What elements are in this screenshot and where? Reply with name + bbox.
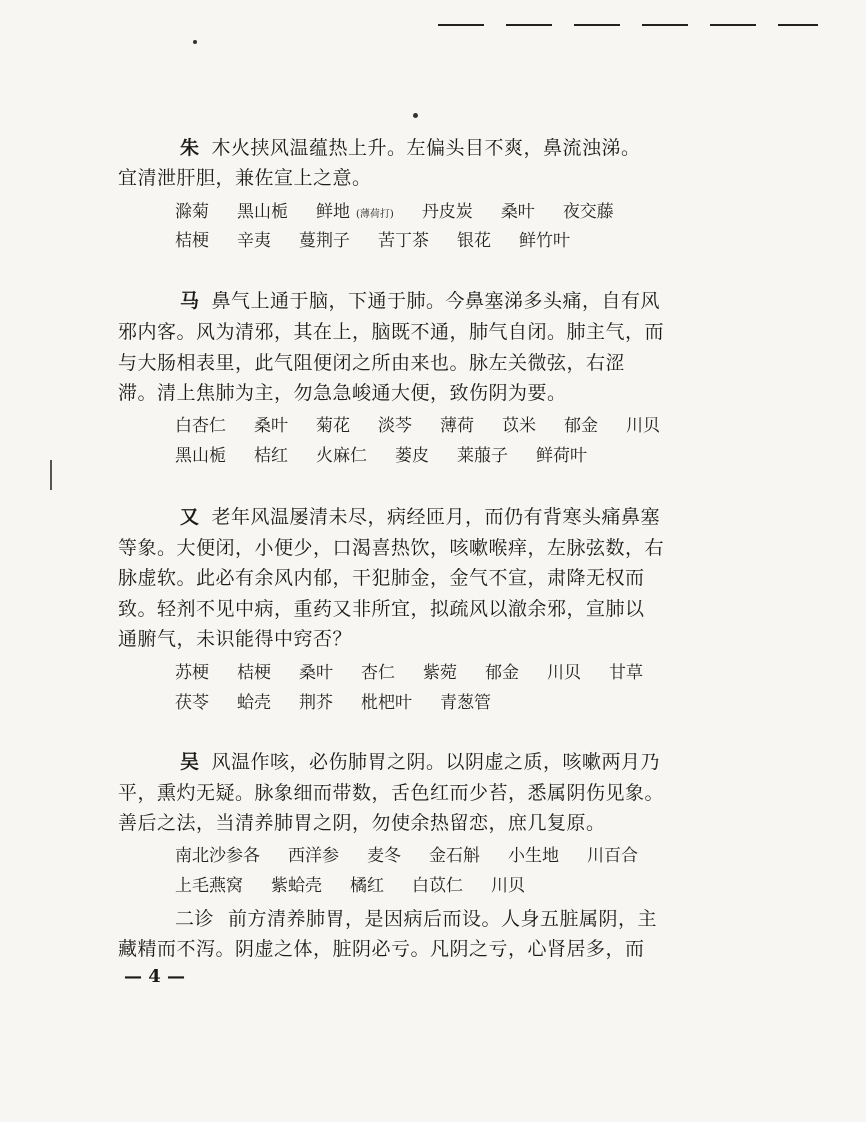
herb: 苡米 <box>502 416 536 436</box>
herb: 枇杷叶 <box>361 693 412 713</box>
herb: 郁金 <box>485 663 519 683</box>
herb-list <box>175 201 642 226</box>
case-line: 脉虚软。此必有余风内郁，干犯肺金，金气不宣，肃降无权而 <box>118 567 645 589</box>
case-line: 朱 木火挟风温蕴热上升。左偏头目不爽，鼻流浊涕。 <box>180 137 641 159</box>
case-line: 二诊 前方清养肺胃，是因病后而设。人身五脏属阴，主 <box>175 908 658 930</box>
herb: 荆芥 <box>299 693 333 713</box>
herb: 蛤壳 <box>237 693 271 713</box>
herb: 茯苓 <box>175 693 209 713</box>
herb: 桔红 <box>254 446 288 466</box>
case-line: 吴 风温作咳，必伤肺胃之阴。以阴虚之质，咳嗽两月乃 <box>180 751 661 773</box>
herb: 滁菊 <box>175 202 209 222</box>
header-rule <box>642 24 688 26</box>
herb: 鲜地 <box>316 202 350 222</box>
herb: 南北沙参各 <box>175 846 260 866</box>
herb: 紫蛤壳 <box>271 876 322 896</box>
case-line: 宜清泄肝胆，兼佐宣上之意。 <box>118 167 372 189</box>
herb-list <box>175 415 688 437</box>
herb: 火麻仁 <box>316 446 367 466</box>
herb-list <box>175 845 666 867</box>
case-line: 与大肠相表里，此气阻便闭之所由来也。脉左关微弦，右涩 <box>118 352 626 374</box>
herb: 鲜竹叶 <box>519 231 570 251</box>
herb: 桔梗 <box>237 663 271 683</box>
case-line: 致。轻剂不见中病，重药又非所宜，拟疏风以澈余邪，宣肺以 <box>118 598 645 620</box>
case-line: 又 老年风温屡清未尽，病经匝月，而仍有背寒头痛鼻塞 <box>180 506 661 528</box>
herb: 金石斛 <box>429 846 480 866</box>
header-rule <box>438 24 484 26</box>
herb: 苏梗 <box>175 663 209 683</box>
visit-label: 二诊 <box>175 908 215 930</box>
case-line: 平，熏灼无疑。脉象细而带数，舌色红而少苔，悉属阴伤见象。 <box>118 782 665 804</box>
herb: 鲜荷叶 <box>536 446 587 466</box>
herb: 桑叶 <box>254 416 288 436</box>
herb: 桔梗 <box>175 231 209 251</box>
herb: 薄荷 <box>440 416 474 436</box>
herb: 蔓荆子 <box>299 231 350 251</box>
herb: 白苡仁 <box>412 876 463 896</box>
case-surname: 吴 <box>180 751 200 773</box>
herb: 夜交藤 <box>562 202 614 222</box>
header-rule <box>506 24 552 26</box>
herb: 苦丁茶 <box>378 231 429 251</box>
herb: 麦冬 <box>367 846 401 866</box>
herb-list <box>175 875 553 897</box>
scan-speck <box>193 40 197 44</box>
herb: 黑山栀 <box>175 446 226 466</box>
herb: 银花 <box>457 231 491 251</box>
herb: 西洋参 <box>288 846 339 866</box>
case-surname: 朱 <box>180 137 200 159</box>
herb: 青葱管 <box>440 693 491 713</box>
herb: 黑山栀 <box>237 202 288 222</box>
herb: 川贝 <box>491 876 525 896</box>
herb: 桑叶 <box>299 663 333 683</box>
herb-list <box>175 692 519 714</box>
herb: 上毛燕窝 <box>175 876 243 896</box>
herb: 郁金 <box>564 416 598 436</box>
header-rule <box>574 24 620 26</box>
herb-list <box>175 230 598 252</box>
herb: 菊花 <box>316 416 350 436</box>
case-line: 藏精而不泻。阴虚之体，脏阴必亏。凡阴之亏，心肾居多，而 <box>118 938 645 960</box>
herb: 蒌皮 <box>395 446 429 466</box>
herb: 小生地 <box>508 846 559 866</box>
case-line: 滞。清上焦肺为主，勿急急峻通大便，致伤阴为要。 <box>118 382 567 404</box>
herb: 川贝 <box>547 663 581 683</box>
case-surname: 又 <box>180 506 200 528</box>
header-rule <box>778 24 818 26</box>
herb: 川贝 <box>626 416 660 436</box>
header-rule <box>710 24 756 26</box>
case-line: 等象。大便闭，小便少，口渴喜热饮，咳嗽喉痒，左脉弦数，右 <box>118 537 665 559</box>
herb-note: (薄荷打) <box>356 209 394 220</box>
scan-speck <box>413 113 418 118</box>
herb: 桑叶 <box>500 202 535 222</box>
herb: 甘草 <box>609 663 643 683</box>
herb-list <box>175 445 615 467</box>
herb: 淡芩 <box>378 416 412 436</box>
herb: 莱菔子 <box>457 446 508 466</box>
scan-mark <box>50 460 52 490</box>
herb: 丹皮炭 <box>421 202 473 222</box>
herb: 川百合 <box>587 846 638 866</box>
herb: 杏仁 <box>361 663 395 683</box>
case-line: 邪内客。风为清邪，其在上，脑既不通，肺气自闭。肺主气，而 <box>118 321 665 343</box>
herb: 橘红 <box>350 876 384 896</box>
case-line: 马 鼻气上通于脑，下通于肺。今鼻塞涕多头痛，自有风 <box>180 290 661 312</box>
case-line: 通腑气，未识能得中窍否？ <box>118 628 353 650</box>
herb: 白杏仁 <box>175 416 226 436</box>
case-surname: 马 <box>180 290 200 312</box>
case-line: 善后之法，当清养肺胃之阴，勿使余热留恋，庶几复原。 <box>118 812 606 834</box>
herb-list <box>175 662 671 684</box>
herb: 辛夷 <box>237 231 271 251</box>
page-number: — 4 — <box>124 966 186 987</box>
herb: 紫菀 <box>423 663 457 683</box>
